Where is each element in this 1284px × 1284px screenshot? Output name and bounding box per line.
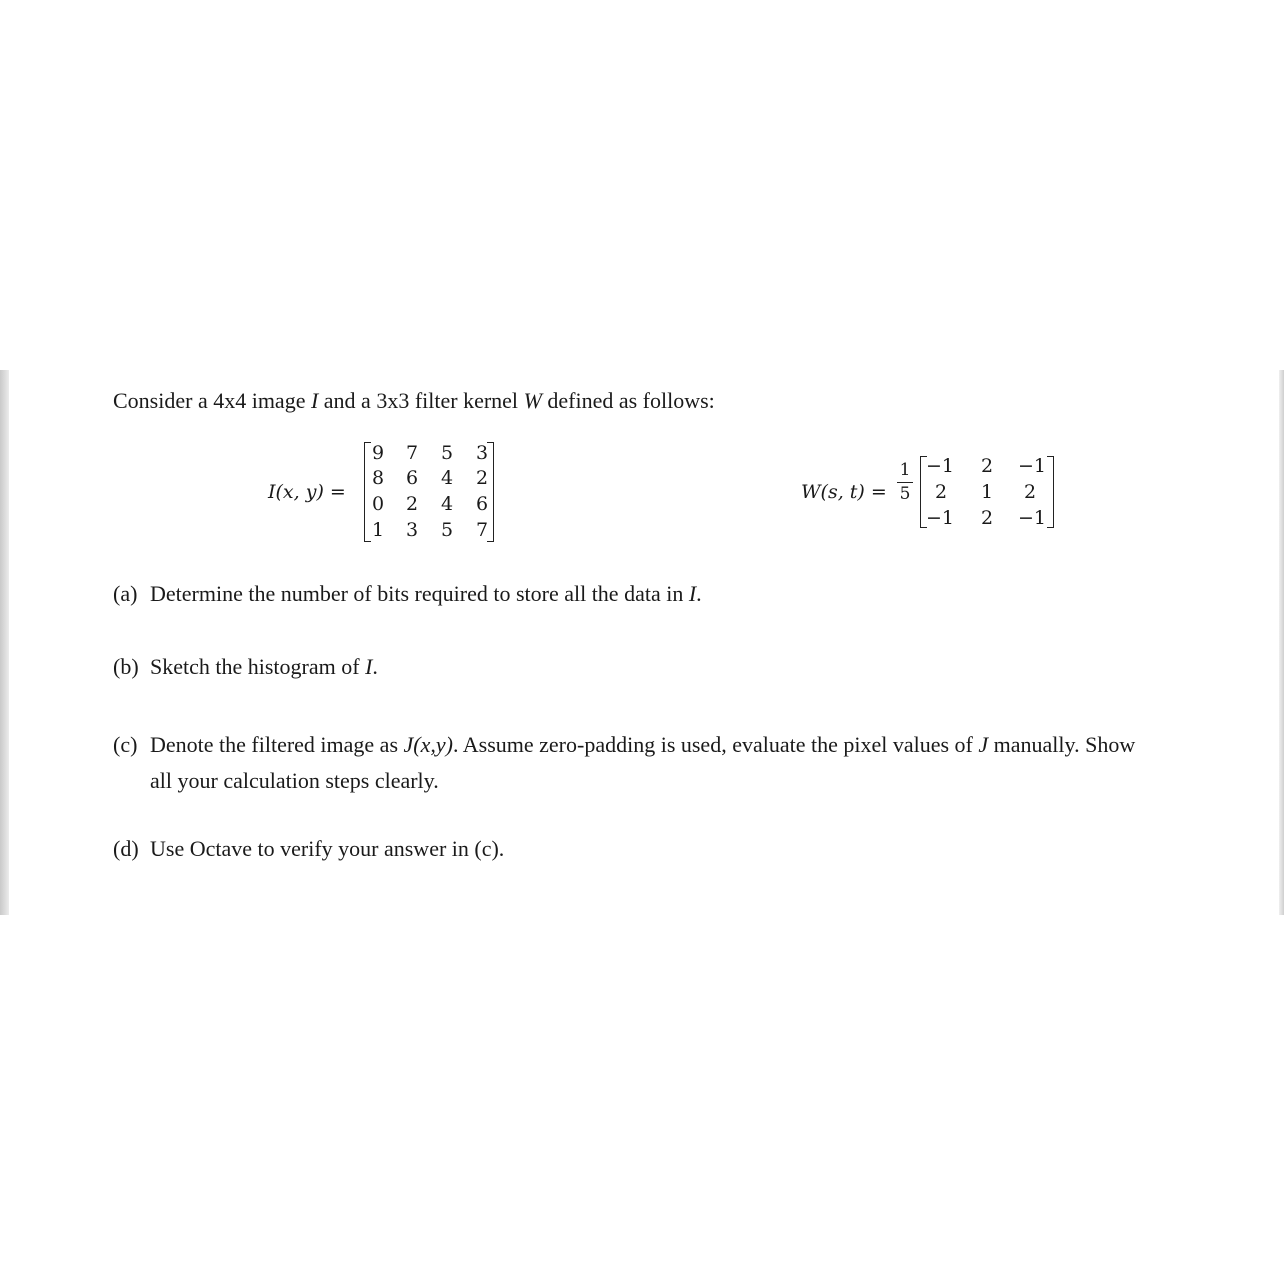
part-c-continuation: all your calculation steps clearly. xyxy=(150,768,439,793)
image-matrix-lhs: I(x, y) = xyxy=(268,481,346,503)
question-part-a: (a) Determine the number of bits required to store all the data in I. xyxy=(113,581,702,606)
image-cell: 3 xyxy=(475,442,489,464)
image-cell: 3 xyxy=(405,519,419,541)
kernel-cell: 2 xyxy=(980,455,994,477)
image-matrix xyxy=(364,442,494,542)
fraction-bar xyxy=(897,482,913,483)
image-cell: 6 xyxy=(475,493,489,515)
image-cell: 7 xyxy=(475,519,489,541)
image-cell: 4 xyxy=(440,467,454,489)
image-cell: 9 xyxy=(371,442,385,464)
image-cell: 7 xyxy=(405,442,419,464)
intro-sentence: Consider a 4x4 image I and a 3x3 filter kernel W defined as follows: xyxy=(113,388,715,413)
question-part-d: (d) Use Octave to verify your answer in (c). xyxy=(113,836,505,861)
image-cell: 6 xyxy=(405,467,419,489)
part-label: (c) xyxy=(113,732,138,757)
kernel-cell: −1 xyxy=(1017,507,1046,529)
kernel-cell: 1 xyxy=(980,481,994,503)
part-label: (a) xyxy=(113,581,138,606)
question-part-b: (b) Sketch the histogram of I. xyxy=(113,654,378,679)
image-cell: 2 xyxy=(475,467,489,489)
image-cell: 4 xyxy=(440,493,454,515)
kernel-lhs: W(s, t) = xyxy=(801,481,887,503)
kernel-cell: 2 xyxy=(1023,481,1037,503)
image-cell: 0 xyxy=(371,493,385,515)
page-edge-right xyxy=(1279,370,1284,915)
kernel-cell: −1 xyxy=(925,507,954,529)
kernel-cell: 2 xyxy=(934,481,948,503)
kernel-cell: 2 xyxy=(980,507,994,529)
image-cell: 8 xyxy=(371,467,385,489)
question-part-c: (c) Denote the filtered image as J(x,y). Assume zero-padding is used, evaluate the pixel values of J manually. Show all your calculation steps clearly. xyxy=(113,727,1135,799)
kernel-matrix xyxy=(920,456,1054,528)
part-label: (d) xyxy=(113,836,139,861)
image-cell: 5 xyxy=(440,519,454,541)
kernel-scale-numerator: 1 xyxy=(899,460,911,480)
page-edge-left xyxy=(0,370,9,915)
image-cell: 5 xyxy=(440,442,454,464)
kernel-cell: −1 xyxy=(1017,455,1046,477)
image-cell: 1 xyxy=(371,519,385,541)
part-label: (b) xyxy=(113,654,139,679)
kernel-scale-fraction xyxy=(896,462,914,503)
image-cell: 2 xyxy=(405,493,419,515)
kernel-cell: −1 xyxy=(925,455,954,477)
kernel-scale-denominator: 5 xyxy=(899,484,911,504)
